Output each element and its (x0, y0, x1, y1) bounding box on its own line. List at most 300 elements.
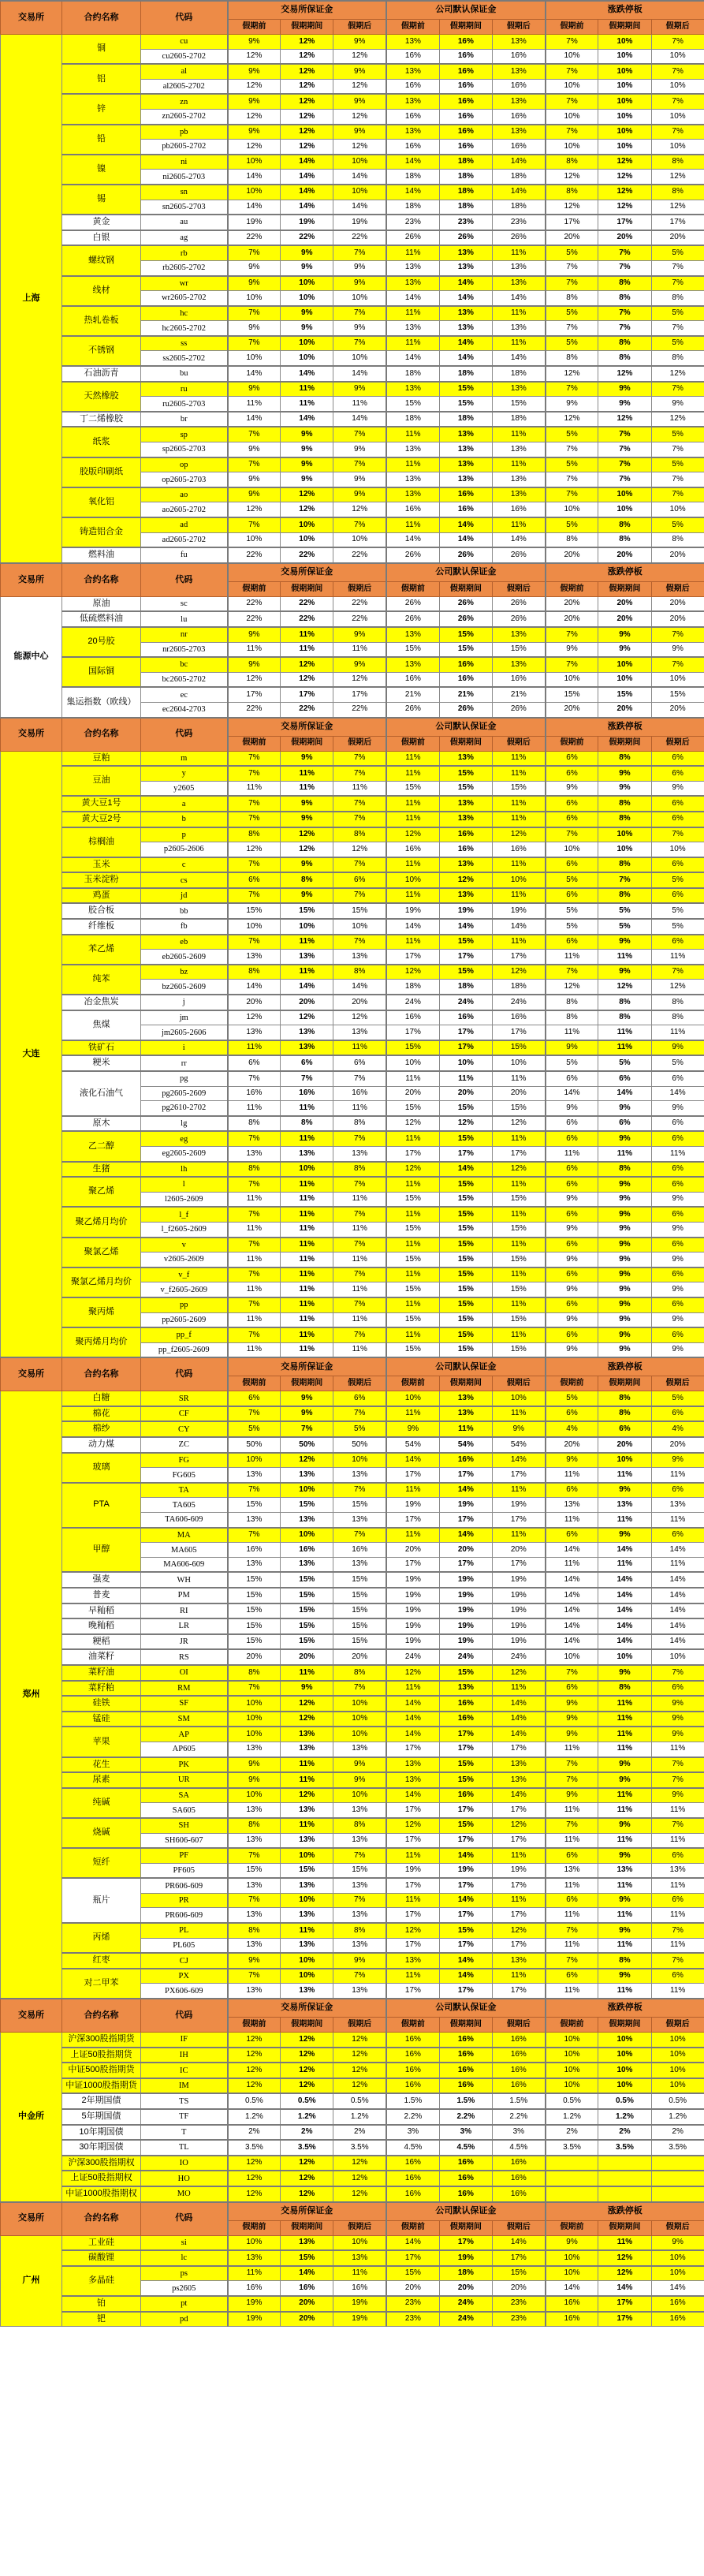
rate-cell: 7% (651, 94, 704, 109)
table-row (1, 919, 704, 935)
rate-cell: 20% (546, 596, 598, 611)
contract-name-cell: 短纤 (62, 1848, 141, 1878)
rate-cell: 11% (492, 457, 545, 472)
rate-cell: 11% (228, 781, 281, 796)
rate-cell: 6% (651, 1267, 704, 1282)
rate-cell: 15% (439, 1282, 492, 1297)
contract-name-cell: 低硫燃料油 (62, 611, 141, 627)
rate-cell: 17% (492, 1146, 545, 1161)
rate-cell: 13% (333, 1984, 386, 1999)
header-sub-2-1: 假期期间 (598, 1376, 651, 1391)
rate-cell: 14% (492, 1712, 545, 1727)
table-row (1, 1618, 704, 1634)
rate-cell: 26% (439, 611, 492, 627)
rate-cell: 12% (281, 657, 333, 672)
rate-cell: 10% (651, 109, 704, 124)
rate-cell: 14% (546, 1634, 598, 1650)
rate-cell: 11% (492, 1969, 545, 1984)
rate-cell: 16% (492, 2048, 545, 2063)
contract-name-cell: 黄金 (62, 215, 141, 230)
rate-cell: 11% (333, 1253, 386, 1267)
rate-cell: 23% (439, 215, 492, 230)
rate-cell: 9% (598, 1483, 651, 1498)
rate-cell: 6% (333, 872, 386, 888)
rate-cell: 13% (281, 1468, 333, 1483)
rate-cell: 19% (439, 1634, 492, 1650)
contract-code-cell: PK (141, 1757, 228, 1773)
rate-cell: 17% (333, 687, 386, 702)
rate-cell: 4.5% (492, 2140, 545, 2156)
rate-cell: 16% (492, 2063, 545, 2078)
contract-code-cell: a (141, 796, 228, 812)
rate-cell: 12% (228, 1010, 281, 1025)
rate-cell: 11% (281, 1267, 333, 1282)
rate-cell: 14% (439, 1848, 492, 1863)
rate-cell: 11% (651, 1938, 704, 1953)
rate-cell: 12% (651, 980, 704, 995)
rate-cell: 3.5% (281, 2140, 333, 2156)
rate-cell: 7% (546, 94, 598, 109)
rate-cell: 15% (492, 1282, 545, 1297)
header-exchange: 交易所 (1, 2202, 62, 2236)
header-sub-0-2: 假期后 (333, 1376, 386, 1391)
rate-cell: 11% (386, 1483, 439, 1498)
header-sub-2-2: 假期后 (651, 2220, 704, 2235)
rate-cell: 11% (492, 1681, 545, 1697)
rate-cell: 16% (386, 79, 439, 94)
header-contract-name: 合约名称 (62, 718, 141, 752)
rate-cell: 11% (333, 1222, 386, 1237)
rate-cell: 12% (228, 2048, 281, 2063)
rate-cell: 18% (386, 412, 439, 427)
rate-cell: 9% (492, 1421, 545, 1437)
rate-cell: 7% (598, 321, 651, 336)
rate-cell: 11% (598, 2235, 651, 2250)
rate-cell: 7% (546, 382, 598, 397)
header-sub-0-2: 假期后 (333, 581, 386, 596)
rate-cell: 5% (651, 1391, 704, 1406)
rate-cell: 15% (492, 1101, 545, 1116)
rate-cell (651, 2171, 704, 2186)
rate-cell: 10% (651, 2266, 704, 2281)
rate-cell: 10% (598, 64, 651, 79)
contract-code-cell: bz (141, 965, 228, 980)
rate-cell: 11% (333, 1342, 386, 1357)
table-row (1, 687, 704, 702)
rate-cell: 3.5% (546, 2140, 598, 2156)
rate-cell: 11% (386, 1406, 439, 1422)
rate-cell: 9% (546, 1253, 598, 1267)
rate-cell: 9% (228, 35, 281, 50)
rate-cell: 12% (281, 1788, 333, 1803)
rate-cell: 8% (228, 1923, 281, 1938)
rate-cell: 10% (281, 1969, 333, 1984)
rate-cell: 7% (228, 1131, 281, 1146)
rate-cell: 7% (228, 1207, 281, 1222)
rate-cell (598, 2186, 651, 2202)
rate-cell: 16% (228, 1086, 281, 1101)
rate-cell: 26% (492, 596, 545, 611)
rate-cell: 11% (386, 1848, 439, 1863)
rate-cell: 11% (651, 1557, 704, 1572)
contract-code-cell: FG (141, 1453, 228, 1468)
exchange-cell: 广州 (1, 2235, 62, 2327)
header-sub-0-0: 假期前 (228, 2018, 281, 2033)
rate-cell: 11% (281, 1238, 333, 1253)
rate-cell: 9% (651, 1712, 704, 1727)
rate-cell: 17% (386, 1803, 439, 1818)
rate-cell: 1.2% (281, 2109, 333, 2125)
rate-cell: 19% (439, 1572, 492, 1588)
rate-cell: 10% (228, 1712, 281, 1727)
rate-cell: 17% (546, 215, 598, 230)
rate-cell: 11% (386, 1238, 439, 1253)
rate-cell: 13% (439, 796, 492, 812)
contract-code-cell: b (141, 812, 228, 827)
rate-cell: 8% (228, 965, 281, 980)
rate-cell: 7% (546, 276, 598, 291)
rate-cell: 11% (228, 1040, 281, 1056)
rate-cell: 16% (386, 2063, 439, 2078)
rate-cell: 10% (546, 79, 598, 94)
rate-cell: 14% (281, 412, 333, 427)
rate-cell: 13% (228, 950, 281, 965)
rate-cell: 14% (598, 2281, 651, 2296)
rate-cell: 26% (492, 611, 545, 627)
rate-cell: 0.5% (598, 2093, 651, 2109)
rate-cell: 14% (281, 185, 333, 200)
rate-cell: 15% (439, 1665, 492, 1681)
rate-cell: 14% (439, 351, 492, 366)
rate-cell: 22% (228, 547, 281, 563)
contract-name-cell: 聚乙烯月均价 (62, 1207, 141, 1237)
table-row (1, 230, 704, 246)
contract-name-cell: 铅 (62, 125, 141, 155)
rate-cell: 16% (492, 79, 545, 94)
contract-code-cell: jm (141, 1010, 228, 1025)
rate-cell: 14% (598, 1603, 651, 1619)
rate-cell: 22% (281, 596, 333, 611)
rate-cell: 6% (651, 1131, 704, 1146)
contract-code-cell: y2605 (141, 781, 228, 796)
contract-code-cell: lu (141, 611, 228, 627)
rate-cell: 6% (546, 766, 598, 781)
rate-cell: 15% (281, 1603, 333, 1619)
rate-cell: 12% (386, 1923, 439, 1938)
rate-cell: 15% (598, 687, 651, 702)
rate-cell: 7% (333, 1177, 386, 1192)
table-row (1, 965, 704, 980)
rate-cell: 7% (546, 321, 598, 336)
rate-cell: 7% (546, 442, 598, 457)
rate-cell: 11% (598, 1984, 651, 1999)
contract-code-cell: LR (141, 1618, 228, 1634)
contract-code-cell: ec2604-2703 (141, 702, 228, 717)
header-sub-2-1: 假期期间 (598, 736, 651, 751)
contract-code-cell: T (141, 2125, 228, 2141)
rate-cell: 24% (386, 1649, 439, 1665)
table-row (1, 627, 704, 642)
rate-cell: 9% (546, 1282, 598, 1297)
table-row (1, 1681, 704, 1697)
rate-cell: 14% (546, 1086, 598, 1101)
rate-cell: 15% (439, 1772, 492, 1788)
header-sub-0-2: 假期后 (333, 736, 386, 751)
rate-cell: 9% (598, 1342, 651, 1357)
rate-cell: 7% (228, 935, 281, 950)
rate-cell: 16% (439, 827, 492, 842)
contract-code-cell: IM (141, 2078, 228, 2094)
rate-cell: 10% (651, 2048, 704, 2063)
rate-cell: 16% (492, 2171, 545, 2186)
rate-cell: 0.5% (228, 2093, 281, 2109)
rate-cell: 14% (439, 919, 492, 935)
rate-cell: 9% (281, 245, 333, 260)
rate-cell: 12% (546, 980, 598, 995)
rate-cell: 6% (651, 1207, 704, 1222)
header-sub-0-0: 假期前 (228, 736, 281, 751)
rate-cell: 10% (386, 1391, 439, 1406)
table-row (1, 412, 704, 427)
rate-cell: 9% (333, 1953, 386, 1969)
rate-cell: 18% (386, 170, 439, 185)
contract-code-cell: lg (141, 1116, 228, 1132)
rate-cell: 10% (333, 2235, 386, 2250)
rate-cell: 15% (439, 1222, 492, 1237)
rate-cell: 16% (439, 502, 492, 517)
rate-cell: 12% (546, 170, 598, 185)
rate-cell: 19% (386, 903, 439, 919)
table-row (1, 215, 704, 230)
header-exchange: 交易所 (1, 718, 62, 752)
rate-cell: 7% (333, 1681, 386, 1697)
rate-cell: 13% (333, 1146, 386, 1161)
rate-cell: 12% (333, 842, 386, 857)
rate-cell: 15% (492, 397, 545, 412)
contract-code-cell: nr2605-2703 (141, 642, 228, 657)
contract-name-cell: 菜籽粕 (62, 1681, 141, 1697)
rate-cell: 20% (651, 611, 704, 627)
rate-cell: 8% (598, 276, 651, 291)
rate-cell: 15% (281, 1498, 333, 1513)
rate-cell: 6% (546, 1848, 598, 1863)
rate-cell: 15% (492, 1342, 545, 1357)
rate-cell: 7% (333, 427, 386, 442)
table-row (1, 1391, 704, 1406)
contract-code-cell: SR (141, 1391, 228, 1406)
rate-cell: 1.5% (492, 2093, 545, 2109)
table-row (1, 1665, 704, 1681)
rate-cell: 17% (598, 2296, 651, 2312)
rate-cell: 6% (651, 857, 704, 873)
rate-cell: 2% (333, 2125, 386, 2141)
rate-cell: 13% (439, 260, 492, 275)
rate-cell: 12% (492, 965, 545, 980)
contract-name-cell: 纯苯 (62, 965, 141, 995)
rate-cell: 13% (333, 1468, 386, 1483)
table-row (1, 35, 704, 50)
rate-cell: 9% (598, 1757, 651, 1773)
rate-cell: 7% (333, 935, 386, 950)
contract-code-cell: v2605-2609 (141, 1253, 228, 1267)
rate-cell: 12% (281, 94, 333, 109)
rate-cell: 9% (598, 935, 651, 950)
contract-name-cell: 棕榈油 (62, 827, 141, 857)
rate-cell: 14% (651, 1572, 704, 1588)
rate-cell: 5% (598, 919, 651, 935)
header-group-1: 公司默认保证金 (386, 1357, 546, 1376)
rate-cell: 24% (439, 2312, 492, 2327)
rate-cell: 7% (651, 657, 704, 672)
rate-cell: 17% (439, 1513, 492, 1528)
contract-code-cell: UR (141, 1772, 228, 1788)
rate-cell: 15% (281, 903, 333, 919)
contract-code-cell: PM (141, 1588, 228, 1603)
rate-cell: 9% (546, 1192, 598, 1207)
header-sub-1-0: 假期前 (386, 20, 439, 35)
rate-cell: 20% (598, 230, 651, 246)
contract-name-cell: 玉米 (62, 857, 141, 873)
rate-cell: 15% (492, 781, 545, 796)
rate-cell: 12% (333, 1010, 386, 1025)
contract-code-cell: CY (141, 1421, 228, 1437)
rate-cell: 9% (228, 472, 281, 487)
rate-cell: 16% (439, 49, 492, 64)
contract-name-cell: 锌 (62, 94, 141, 124)
rate-cell: 11% (546, 1742, 598, 1757)
contract-code-cell: v_f (141, 1267, 228, 1282)
rate-cell: 9% (651, 1101, 704, 1116)
contract-code-cell: pg2610-2702 (141, 1101, 228, 1116)
rate-cell: 9% (546, 1312, 598, 1327)
rate-cell: 14% (228, 366, 281, 382)
rate-cell: 11% (598, 1908, 651, 1923)
rate-cell: 16% (439, 79, 492, 94)
rate-cell: 11% (386, 457, 439, 472)
rate-cell: 16% (651, 2312, 704, 2327)
header-sub-1-2: 假期后 (492, 20, 545, 35)
rate-cell: 13% (386, 382, 439, 397)
rate-cell: 9% (333, 276, 386, 291)
rate-cell: 13% (386, 472, 439, 487)
rate-cell: 8% (228, 827, 281, 842)
rate-cell (546, 2156, 598, 2171)
contract-code-cell: pp (141, 1297, 228, 1312)
rate-cell: 22% (281, 547, 333, 563)
contract-name-cell: 螺纹钢 (62, 245, 141, 275)
contract-name-cell: 纤维板 (62, 919, 141, 935)
rate-cell: 26% (386, 611, 439, 627)
contract-name-cell: 聚丙烯 (62, 1297, 141, 1327)
contract-code-cell: pp_f (141, 1327, 228, 1342)
rate-cell: 14% (386, 2235, 439, 2250)
rate-cell: 8% (598, 1406, 651, 1422)
rate-cell: 7% (598, 872, 651, 888)
contract-name-cell: 沪深300股指期权 (62, 2156, 141, 2171)
rate-cell: 9% (598, 382, 651, 397)
rate-cell: 10% (228, 185, 281, 200)
rate-cell: 11% (492, 1327, 545, 1342)
rate-cell: 12% (333, 140, 386, 155)
rate-cell: 6% (546, 751, 598, 766)
rate-cell: 13% (386, 94, 439, 109)
rate-cell: 12% (651, 366, 704, 382)
rate-cell: 11% (281, 1923, 333, 1938)
contract-code-cell: cu2605-2702 (141, 49, 228, 64)
rate-cell: 5% (651, 872, 704, 888)
contract-code-cell: OI (141, 1665, 228, 1681)
rate-cell: 10% (546, 2033, 598, 2048)
rate-cell: 11% (546, 950, 598, 965)
contract-code-cell: FG605 (141, 1468, 228, 1483)
rate-cell: 10% (546, 1649, 598, 1665)
rate-cell: 14% (651, 2281, 704, 2296)
rate-cell: 19% (439, 1588, 492, 1603)
rate-cell: 9% (333, 35, 386, 50)
header-group-2: 涨跌停板 (546, 2202, 704, 2221)
table-row (1, 1406, 704, 1422)
rate-cell: 7% (228, 1893, 281, 1908)
rate-cell: 9% (281, 321, 333, 336)
rate-cell: 8% (333, 1923, 386, 1938)
rate-cell: 16% (492, 1010, 545, 1025)
rate-cell: 6% (228, 872, 281, 888)
header-group-1: 公司默认保证金 (386, 2202, 546, 2221)
header-sub-2-2: 假期后 (651, 581, 704, 596)
contract-name-cell: 液化石油气 (62, 1071, 141, 1116)
rate-cell: 11% (228, 1101, 281, 1116)
table-row (1, 2156, 704, 2171)
rate-cell: 12% (281, 2186, 333, 2202)
rate-cell: 17% (228, 687, 281, 702)
rate-cell: 15% (439, 1238, 492, 1253)
rate-cell: 26% (439, 230, 492, 246)
header-sub-1-2: 假期后 (492, 2018, 545, 2033)
rate-cell: 19% (281, 215, 333, 230)
contract-name-cell: 沪深300股指期货 (62, 2033, 141, 2048)
rate-cell: 18% (386, 980, 439, 995)
rate-cell: 20% (546, 1437, 598, 1453)
rate-cell: 5% (228, 1421, 281, 1437)
contract-name-cell: 燃料油 (62, 547, 141, 563)
rate-cell: 17% (386, 1025, 439, 1040)
rate-cell: 14% (439, 1969, 492, 1984)
contract-code-cell: PR (141, 1893, 228, 1908)
rate-cell: 9% (281, 812, 333, 827)
rate-cell: 16% (386, 109, 439, 124)
contract-code-cell: pd (141, 2312, 228, 2327)
rate-cell: 9% (281, 442, 333, 457)
contract-name-cell: 镍 (62, 155, 141, 185)
table-row (1, 857, 704, 873)
contract-code-cell: ec (141, 687, 228, 702)
rate-cell: 8% (281, 1116, 333, 1132)
rate-cell: 20% (598, 611, 651, 627)
rate-cell: 20% (228, 1649, 281, 1665)
rate-cell: 19% (386, 1618, 439, 1634)
header-group-0: 交易所保证金 (228, 2202, 387, 2221)
contract-code-cell: pb2605-2702 (141, 140, 228, 155)
rate-cell: 10% (651, 49, 704, 64)
contract-name-cell: 集运指数（欧线） (62, 687, 141, 717)
rate-cell: 17% (651, 215, 704, 230)
rate-cell: 6% (598, 1421, 651, 1437)
rate-cell: 7% (651, 1772, 704, 1788)
rate-cell: 9% (546, 1342, 598, 1357)
rate-cell: 5% (651, 903, 704, 919)
rate-cell: 24% (439, 2296, 492, 2312)
rate-cell: 11% (333, 642, 386, 657)
